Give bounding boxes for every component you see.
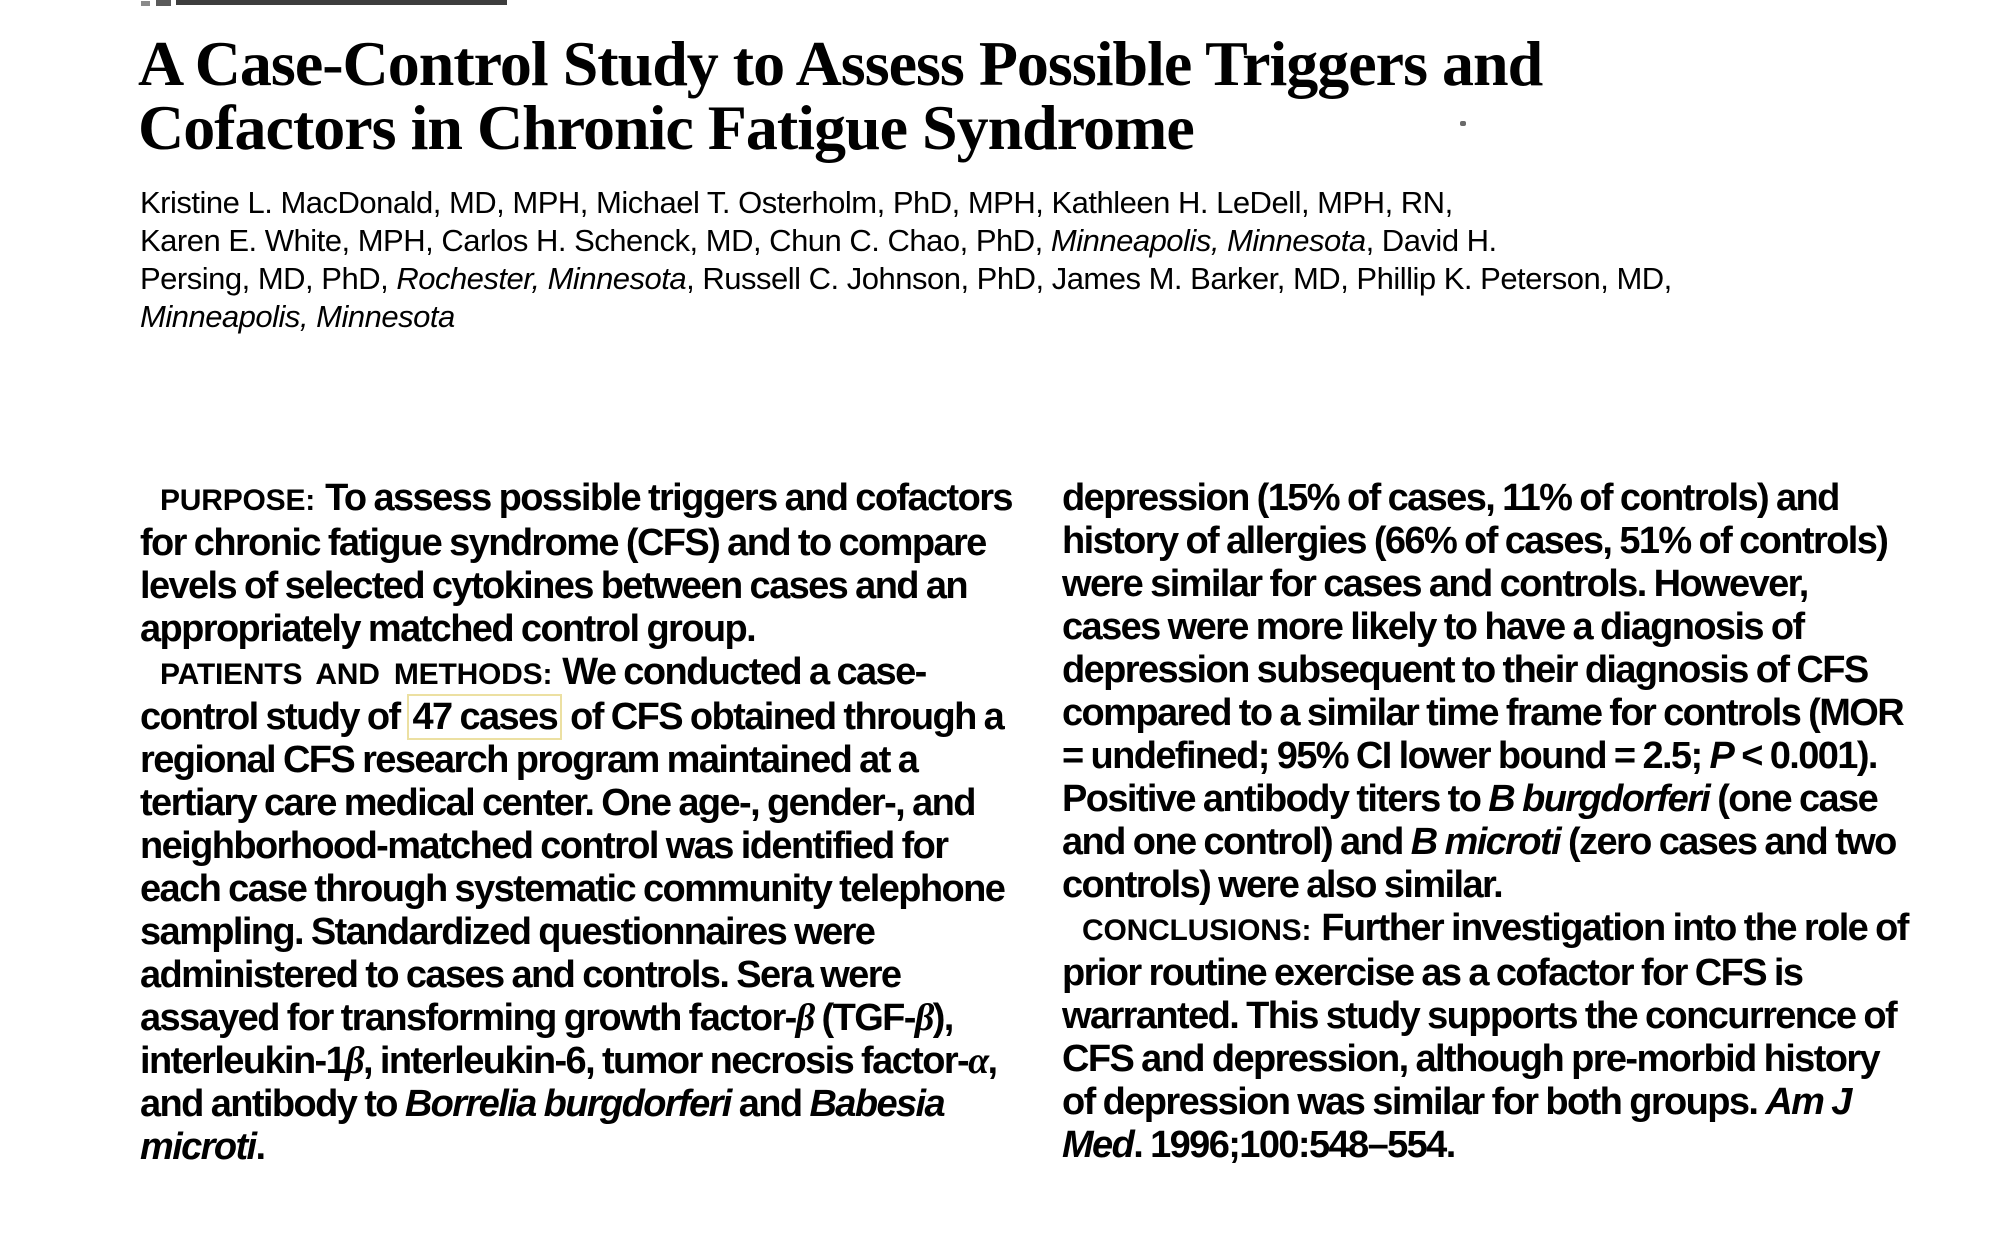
article-title-line-1: A Case-Control Study to Assess Possible Triggers and: [138, 28, 1543, 99]
italic-text-segment: P: [1709, 735, 1734, 777]
text-segment: .: [255, 1126, 265, 1168]
text-segment: Persing, MD, PhD,: [140, 261, 397, 296]
section-label-patients-and-methods: PATIENTS AND METHODS:: [160, 658, 553, 691]
abstract-right-column: [1062, 477, 1910, 1169]
text-segment: We conducted a case-control study of: [140, 651, 926, 738]
text-segment: depression (15% of cases, 11% of controls) and history of allergies (66% of cases, 51% of controls) were similar for cases and controls. However, cases were more likely to have a diagnosis of depression subsequent to their diagnosis of CFS compared to a similar time frame for controls (MOR = undefined; 95% CI lower bound = 2.5;: [1062, 477, 1904, 777]
article-title-line-2: Cofactors in Chronic Fatigue Syndrome: [138, 92, 1194, 163]
italic-text-segment: Borrelia burgdorferi: [404, 1083, 731, 1125]
text-segment: , and antibody to: [140, 1040, 997, 1125]
italic-text-segment: Minneapolis, Minnesota: [1050, 223, 1366, 258]
text-segment: ), interleukin-1: [140, 997, 953, 1082]
text-segment: of CFS obtained through a regional CFS research program maintained at a tertiary care medical center. One age-, gender-, and neighborhood-matched control was identified for each case through systematic community telephone sampling. Standardized questionnaires were administered to cases and controls. Sera were assayed for transforming growth factor-: [140, 696, 1005, 1039]
italic-text-segment: Minneapolis, Minnesota: [140, 299, 455, 334]
clipped-header-rule: [176, 0, 507, 5]
author-line: [140, 260, 1920, 298]
text-segment: , David H.: [1365, 223, 1497, 258]
author-line: [140, 222, 1920, 260]
text-segment: Kristine L. MacDonald, MD, MPH, Michael T. Osterholm, PhD, MPH, Kathleen H. LeDell, MPH, RN,: [140, 185, 1453, 220]
text-segment: and: [730, 1083, 810, 1125]
italic-text-segment: β: [795, 997, 814, 1039]
text-segment: To assess possible triggers and cofactors for chronic fatigue syndrome (CFS) and to compare levels of selected cytokines between cases and an appropriately matched control group.: [140, 477, 1012, 650]
author-line: [140, 298, 1920, 336]
scan-speck: [156, 0, 171, 6]
text-segment: (one case and one control) and: [1062, 778, 1878, 863]
italic-text-segment: Am J Med: [1062, 1081, 1851, 1166]
article-title: [138, 28, 1888, 163]
author-list: [140, 184, 1920, 336]
text-segment: , Russell C. Johnson, PhD, James M. Barker, MD, Phillip K. Peterson, MD,: [686, 261, 1672, 296]
author-line: [140, 184, 1920, 222]
text-segment: (TGF-: [813, 997, 915, 1039]
section-label-conclusions: CONCLUSIONS:: [1082, 914, 1312, 947]
section-label-purpose: PURPOSE:: [160, 484, 316, 517]
text-segment: , interleukin-6, tumor necrosis factor-: [363, 1040, 969, 1082]
abstract: [140, 477, 1910, 1169]
abstract-paragraph-results-continuation: [1062, 477, 1910, 907]
italic-text-segment: Rochester, Minnesota: [396, 261, 687, 296]
abstract-paragraph-methods: [140, 651, 1024, 1169]
abstract-left-column: [140, 477, 1024, 1169]
paragraph-text: [1062, 477, 1903, 906]
abstract-paragraph-conclusions: [1062, 907, 1910, 1167]
scan-speck: [141, 1, 150, 6]
text-segment: Further investigation into the role of prior routine exercise as a cofactor for CFS is warranted. This study supports the concurrence of CFS and depression, although pre-morbid history of depression was similar for both groups.: [1062, 907, 1908, 1123]
abstract-paragraph-purpose: [140, 477, 1024, 651]
paragraph-text: [140, 651, 1004, 1168]
italic-text-segment: B burgdorferi: [1488, 778, 1710, 820]
italic-text-segment: β: [345, 1040, 364, 1082]
text-segment: < 0.001). Positive antibody titers to: [1062, 735, 1877, 820]
text-segment: . 1996;100:548–554.: [1133, 1124, 1455, 1166]
italic-text-segment: β: [914, 997, 933, 1039]
text-segment: Karen E. White, MPH, Carlos H. Schenck, MD, Chun C. Chao, PhD,: [140, 223, 1051, 258]
text-segment: (zero cases and two controls) were also similar.: [1062, 821, 1896, 906]
highlighted-text-segment: 47 cases: [407, 694, 562, 740]
italic-text-segment: α: [968, 1040, 988, 1082]
italic-text-segment: Babesia microti: [140, 1083, 945, 1168]
italic-text-segment: B microti: [1410, 821, 1561, 863]
